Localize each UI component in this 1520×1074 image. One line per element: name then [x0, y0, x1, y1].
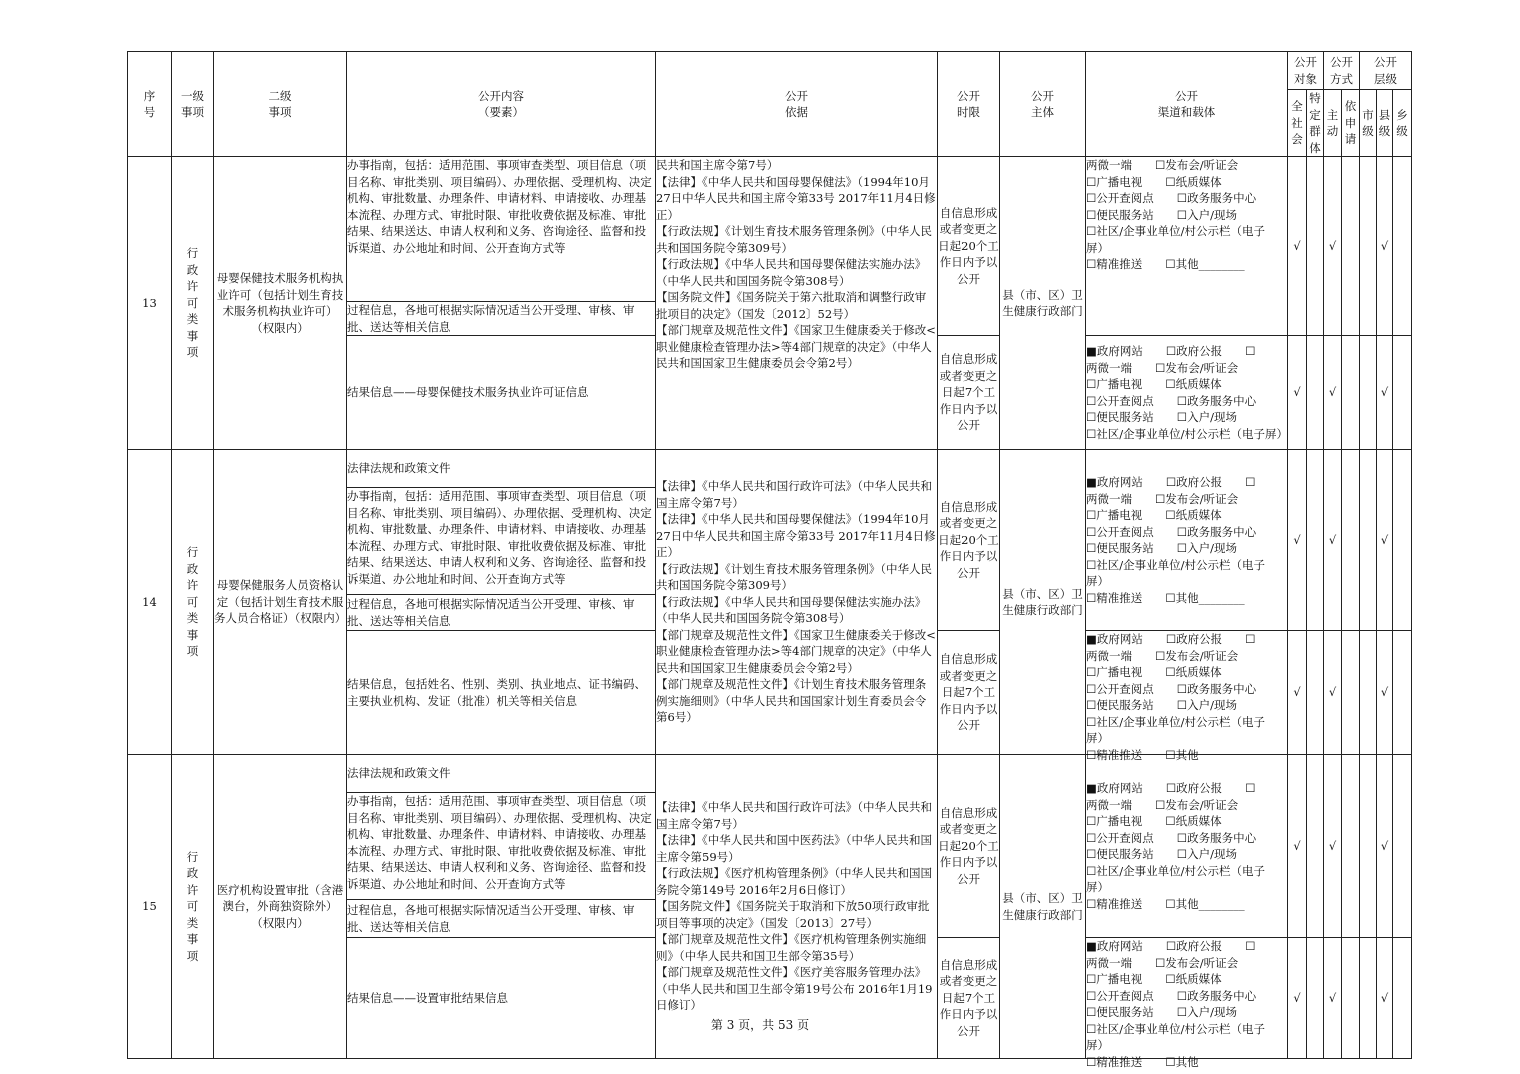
check-level-county: √	[1377, 336, 1393, 450]
check-level-town	[1393, 631, 1412, 755]
table-row	[128, 755, 1412, 793]
check-target-all: √	[1288, 755, 1307, 938]
check-level-town	[1393, 336, 1412, 450]
header-content: 公开内容 （要素）	[347, 52, 656, 157]
check-target-all: √	[1288, 450, 1307, 631]
check-method-active: √	[1324, 157, 1342, 336]
row-time-b: 自信息形成或者变更之日起7个工作日内予以公开	[938, 938, 1000, 1059]
header-time: 公开 时限	[938, 52, 1000, 157]
row-time-a: 自信息形成或者变更之日起20个工作日内予以公开	[938, 755, 1000, 938]
header-level1: 一级 事项	[172, 52, 214, 157]
check-level-county: √	[1377, 631, 1393, 755]
row-subject: 县（市、区）卫生健康行政部门	[1000, 157, 1086, 450]
disclosure-table	[127, 51, 1412, 1069]
row-content-result: 结果信息，包括姓名、性别、类别、执业地点、证书编码、主要执业机构、发证（批准）机关等相关信息	[347, 631, 656, 755]
row-channel-a: ■政府网站 ☐政府公报 ☐ 两微一端 ☐发布会/听证会 ☐广播电视 ☐纸质媒体 ☐公开查阅点 ☐政务服务中心 ☐便民服务站 ☐入户/现场 ☐社区/企事业单位/村公示栏（电子屏） ☐精准推送 ☐其他________	[1086, 755, 1288, 938]
check-level-city	[1360, 938, 1377, 1059]
row-content-process: 过程信息，各地可根据实际情况适当公开受理、审核、审批、送达等相关信息	[347, 900, 656, 938]
page-footer: 第 3 页，共 53 页	[710, 1018, 810, 1032]
check-target-specific	[1307, 450, 1324, 631]
row-content-laws: 法律法规和政策文件	[347, 450, 656, 488]
row-basis: 【法律】《中华人民共和国行政许可法》（中华人民共和国主席令第7号） 【法律】《中华人民共和国中医药法》（中华人民共和国主席令第59号） 【行政法规】《医疗机构管理条例》（中华人民共和国国务院令第149号 2016年2月6日修订） 【国务院文件】《国务院关于取消和下放50项行政审批项目等事项的决定》（国发〔2013〕27号） 【部门规章及规范性文件】《医疗机构管理条例实施细则》（中华人民共和国卫生部令第35号） 【部门规章及规范性文件】《医疗美容服务管理办法》（中华人民共和国卫生部令第19号公布 2016年1月19日修订）	[656, 755, 938, 1059]
row-level2: 医疗机构设置审批（含港澳台，外商独资除外）（权限内）	[214, 755, 347, 1059]
header-target: 公开 对象	[1288, 52, 1324, 90]
row-content-guide-text: 办事指南，包括：适用范围、事项审查类型、项目信息（项目名称、审批类别、项目编码）、办理依据、受理机构、决定机构、审批数量、办理条件、申请材料、申请接收、办理基本流程、办理方式、审批时限、审批收费依据及标准、审批结果、结果送达、申请人权利和义务、咨询途径、监督和投诉渠道、办公地址和时间、公开查询方式等	[347, 158, 652, 255]
row-level1: 行 政 许 可 类 事 项	[172, 755, 214, 1059]
header-level-town: 乡 级	[1393, 90, 1412, 157]
header-target-specific: 特 定 群 体	[1307, 90, 1324, 157]
row-seq: 13	[128, 157, 172, 450]
row-level1: 行 政 许 可 类 事 项	[172, 157, 214, 450]
check-level-city	[1360, 631, 1377, 755]
check-target-all: √	[1288, 157, 1307, 336]
row-seq: 15	[128, 755, 172, 1059]
row-subject: 县（市、区）卫生健康行政部门	[1000, 450, 1086, 755]
row-seq: 14	[128, 450, 172, 755]
row-channel-b: ■政府网站 ☐政府公报 ☐ 两微一端 ☐发布会/听证会 ☐广播电视 ☐纸质媒体 ☐公开查阅点 ☐政务服务中心 ☐便民服务站 ☐入户/现场 ☐社区/企事业单位/村公示栏（电子屏）	[1086, 336, 1288, 450]
check-method-apply	[1342, 755, 1360, 938]
row-level2: 母婴保健服务人员资格认定（包括计划生育技术服务人员合格证）（权限内）	[214, 450, 347, 755]
check-level-county: √	[1377, 938, 1393, 1059]
check-target-all: √	[1288, 631, 1307, 755]
check-method-apply	[1342, 938, 1360, 1059]
row-level1: 行 政 许 可 类 事 项	[172, 450, 214, 755]
check-method-active: √	[1324, 938, 1342, 1059]
check-target-specific	[1307, 631, 1324, 755]
check-level-town	[1393, 938, 1412, 1059]
check-method-active: √	[1324, 755, 1342, 938]
row-content-laws: 法律法规和政策文件	[347, 755, 656, 793]
check-level-county: √	[1377, 450, 1393, 631]
check-target-all: √	[1288, 938, 1307, 1059]
check-method-apply	[1342, 157, 1360, 336]
row-basis: 民共和国主席令第7号） 【法律】《中华人民共和国母婴保健法》（1994年10月27日中华人民共和国主席令第33号 2017年11月4日修正） 【行政法规】《计划生育技术服务管理条例》（中华人民共和国国务院令第309号） 【行政法规】《中华人民共和国母婴保健法实施办法》（中华人民共和国国务院令第308号） 【国务院文件】《国务院关于第六批取消和调整行政审批项目的决定》（国发〔2012〕52号） 【部门规章及规范性文件】《国家卫生健康委关于修改<职业健康检查管理办法>等4部门规章的决定》（中华人民共和国国家卫生健康委员会令第2号）	[656, 157, 938, 450]
check-method-apply	[1342, 336, 1360, 450]
row-channel-b-text: ■政府网站 ☐政府公报 ☐ 两微一端 ☐发布会/听证会 ☐广播电视 ☐纸质媒体 ☐公开查阅点 ☐政务服务中心 ☐便民服务站 ☐入户/现场 ☐社区/企事业单位/村公示栏（电子屏） ☐精准推送 ☐其他	[1086, 632, 1266, 762]
row-content-result: 结果信息——设置审批结果信息	[347, 938, 656, 1059]
check-level-city	[1360, 450, 1377, 631]
check-method-apply	[1342, 631, 1360, 755]
row-time-b: 自信息形成或者变更之日起7个工作日内予以公开	[938, 336, 1000, 450]
row-channel-a: 两微一端 ☐发布会/听证会 ☐广播电视 ☐纸质媒体 ☐公开查阅点 ☐政务服务中心 ☐便民服务站 ☐入户/现场 ☐社区/企事业单位/村公示栏（电子屏） ☐精准推送 ☐其他________	[1086, 157, 1288, 336]
header-target-all: 全 社 会	[1288, 90, 1307, 157]
header-level-city: 市 级	[1360, 90, 1377, 157]
row-level2: 母婴保健技术服务机构执业许可（包括计划生育技术服务机构执业许可）（权限内）	[214, 157, 347, 450]
check-target-all: √	[1288, 336, 1307, 450]
row-content-guide	[347, 157, 656, 302]
row-content-guide-text: 办事指南，包括：适用范围、事项审查类型、项目信息（项目名称、审批类别、项目编码）、办理依据、受理机构、决定机构、审批数量、办理条件、申请材料、申请接收、办理基本流程、办理方式、审批时限、审批收费依据及标准、审批结果、结果送达、申请人权利和义务、咨询途径、监督和投诉渠道、办公地址和时间、公开查询方式等	[347, 489, 652, 586]
check-level-city	[1360, 755, 1377, 938]
check-level-town	[1393, 157, 1412, 336]
row-time-a: 自信息形成或者变更之日起20个工作日内予以公开	[938, 450, 1000, 631]
header-level2: 二级 事项	[214, 52, 347, 157]
row-content-result: 结果信息——母婴保健技术服务执业许可证信息	[347, 336, 656, 450]
check-level-city	[1360, 336, 1377, 450]
check-method-active: √	[1324, 336, 1342, 450]
check-method-active: √	[1324, 631, 1342, 755]
table-row	[128, 157, 1412, 302]
check-level-town	[1393, 450, 1412, 631]
row-subject: 县（市、区）卫生健康行政部门	[1000, 755, 1086, 1059]
header-subject: 公开 主体	[1000, 52, 1086, 157]
check-method-apply	[1342, 450, 1360, 631]
check-target-specific	[1307, 938, 1324, 1059]
row-content-process: 过程信息，各地可根据实际情况适当公开受理、审核、审批、送达等相关信息	[347, 595, 656, 631]
row-channel-b	[1086, 631, 1288, 762]
header-row	[128, 52, 1412, 90]
check-level-county: √	[1377, 157, 1393, 336]
table-row	[128, 450, 1412, 488]
row-time-a: 自信息形成或者变更之日起20个工作日内予以公开	[938, 157, 1000, 336]
check-target-specific	[1307, 336, 1324, 450]
header-basis: 公开 依据	[656, 52, 938, 157]
check-level-county: √	[1377, 755, 1393, 938]
header-method: 公开 方式	[1324, 52, 1360, 90]
check-level-town	[1393, 755, 1412, 938]
header-method-apply: 依 申 请	[1342, 90, 1360, 157]
row-time-b: 自信息形成或者变更之日起7个工作日内予以公开	[938, 631, 1000, 755]
header-level: 公开 层级	[1360, 52, 1412, 90]
check-level-city	[1360, 157, 1377, 336]
header-level-county: 县 级	[1377, 90, 1393, 157]
row-basis: 【法律】《中华人民共和国行政许可法》（中华人民共和国主席令第7号） 【法律】《中华人民共和国母婴保健法》（1994年10月27日中华人民共和国主席令第33号 2017年11月4日修正） 【行政法规】《计划生育技术服务管理条例》（中华人民共和国国务院令第309号） 【行政法规】《中华人民共和国母婴保健法实施办法》（中华人民共和国国务院令第308号） 【部门规章及规范性文件】《国家卫生健康委关于修改<职业健康检查管理办法>等4部门规章的决定》（中华人民共和国国家卫生健康委员会令第2号） 【部门规章及规范性文件】《计划生育技术服务管理条例实施细则》（中华人民共和国国家计划生育委员会令第6号）	[656, 450, 938, 755]
row-channel-b	[1086, 938, 1288, 1069]
row-channel-b-text: ■政府网站 ☐政府公报 ☐ 两微一端 ☐发布会/听证会 ☐广播电视 ☐纸质媒体 ☐公开查阅点 ☐政务服务中心 ☐便民服务站 ☐入户/现场 ☐社区/企事业单位/村公示栏（电子屏） ☐精准推送 ☐其他	[1086, 939, 1266, 1069]
check-target-specific	[1307, 755, 1324, 938]
header-seq: 序 号	[128, 52, 172, 157]
row-channel-a: ■政府网站 ☐政府公报 ☐ 两微一端 ☐发布会/听证会 ☐广播电视 ☐纸质媒体 ☐公开查阅点 ☐政务服务中心 ☐便民服务站 ☐入户/现场 ☐社区/企事业单位/村公示栏（电子屏） ☐精准推送 ☐其他________	[1086, 450, 1288, 631]
check-method-active: √	[1324, 450, 1342, 631]
check-target-specific	[1307, 157, 1324, 336]
row-content-guide-text: 办事指南，包括：适用范围、事项审查类型、项目信息（项目名称、审批类别、项目编码）、办理依据、受理机构、决定机构、审批数量、办理条件、申请材料、申请接收、办理基本流程、办理方式、审批时限、审批收费依据及标准、审批结果、结果送达、申请人权利和义务、咨询途径、监督和投诉渠道、办公地址和时间、公开查询方式等	[347, 794, 652, 891]
row-content-process: 过程信息，各地可根据实际情况适当公开受理、审核、审批、送达等相关信息	[347, 302, 656, 336]
header-channel: 公开 渠道和载体	[1086, 52, 1288, 157]
row-content-guide	[347, 488, 656, 595]
row-content-guide	[347, 793, 656, 900]
header-method-active: 主 动	[1324, 90, 1342, 157]
